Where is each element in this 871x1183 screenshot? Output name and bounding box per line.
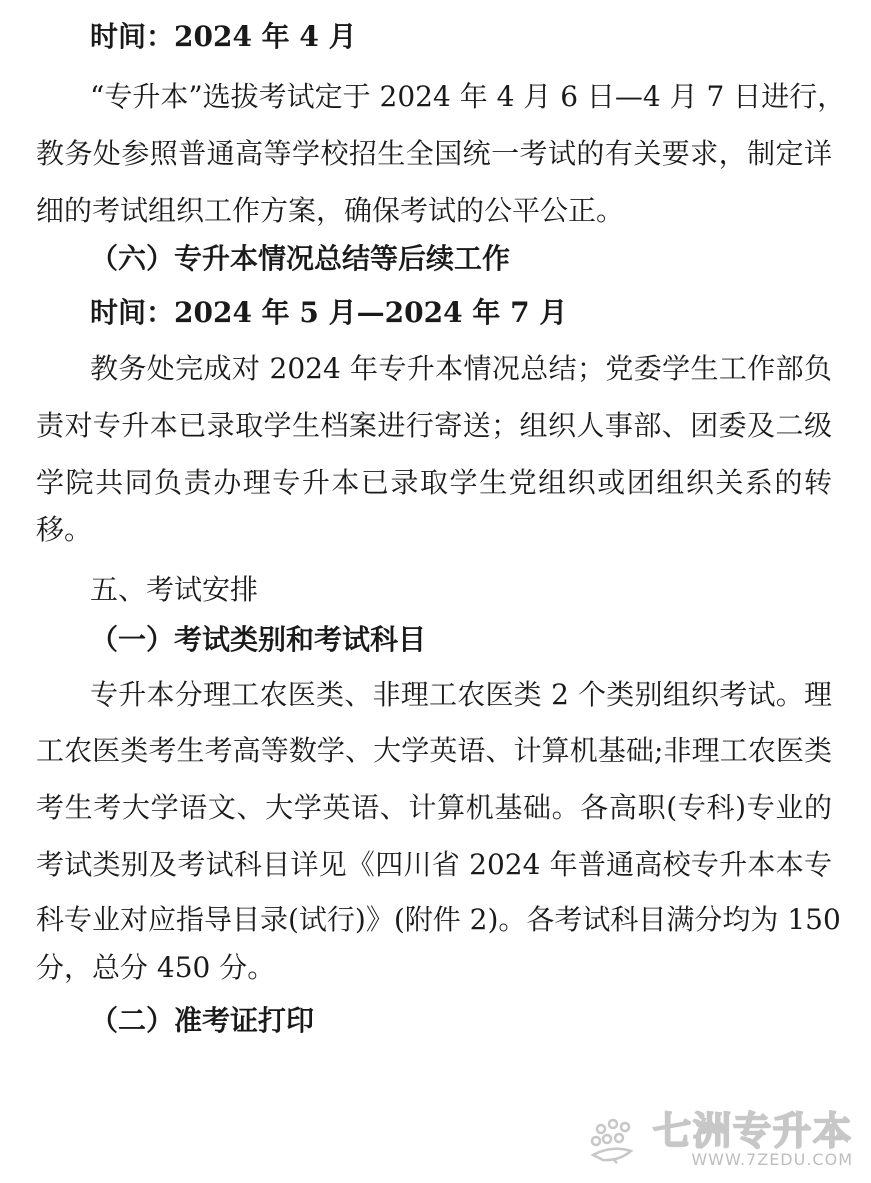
subsection-heading-one: （一）考试类别和考试科目: [90, 623, 427, 656]
time-heading-april: 时间：2024 年 4 月: [90, 20, 357, 53]
watermark: [587, 1111, 853, 1169]
paragraph-line: 工农医类考生考高等数学、大学英语、计算机基础;非理工农医类: [36, 734, 832, 767]
subsection-heading-two: （二）准考证打印: [90, 1004, 315, 1037]
paragraph-line: 专升本分理工农医类、非理工农医类 2 个类别组织考试。理: [90, 678, 832, 711]
lotus-logo-icon: [587, 1115, 647, 1165]
paragraph-line: 教务处参照普通高等学校招生全国统一考试的有关要求，制定详: [36, 137, 832, 170]
watermark-brand: 七洲专升本: [652, 1109, 853, 1153]
section-heading-six: （六）专升本情况总结等后续工作: [90, 242, 511, 275]
paragraph-line: “专升本”选拔考试定于 2024 年 4 月 6 日—4 月 7 日进行，: [90, 80, 846, 113]
paragraph-line: 学院共同负责办理专升本已录取学生党组织或团组织关系的转: [36, 466, 832, 499]
paragraph-line: 分，总分 450 分。: [36, 951, 276, 984]
paragraph-line: 教务处完成对 2024 年专升本情况总结；党委学生工作部负: [90, 352, 832, 385]
paragraph-line: 责对专升本已录取学生档案进行寄送；组织人事部、团委及二级: [36, 409, 832, 442]
paragraph-line: 移。: [36, 513, 93, 546]
section-heading-five: 五、考试安排: [90, 573, 259, 606]
time-heading-may-july: 时间：2024 年 5 月—2024 年 7 月: [90, 296, 568, 329]
paragraph-line: 细的考试组织工作方案，确保考试的公平公正。: [36, 194, 625, 227]
paragraph-line: 考试类别及考试科目详见《四川省 2024 年普通高校专升本本专: [36, 848, 832, 881]
paragraph-line: 科专业对应指导目录(试行)》(附件 2)。各考试科目满分均为 150: [36, 903, 841, 936]
paragraph-line: 考生考大学语文、大学英语、计算机基础。各高职(专科)专业的: [36, 791, 832, 824]
watermark-url: WWW.7ZEDU.COM: [691, 1150, 853, 1169]
